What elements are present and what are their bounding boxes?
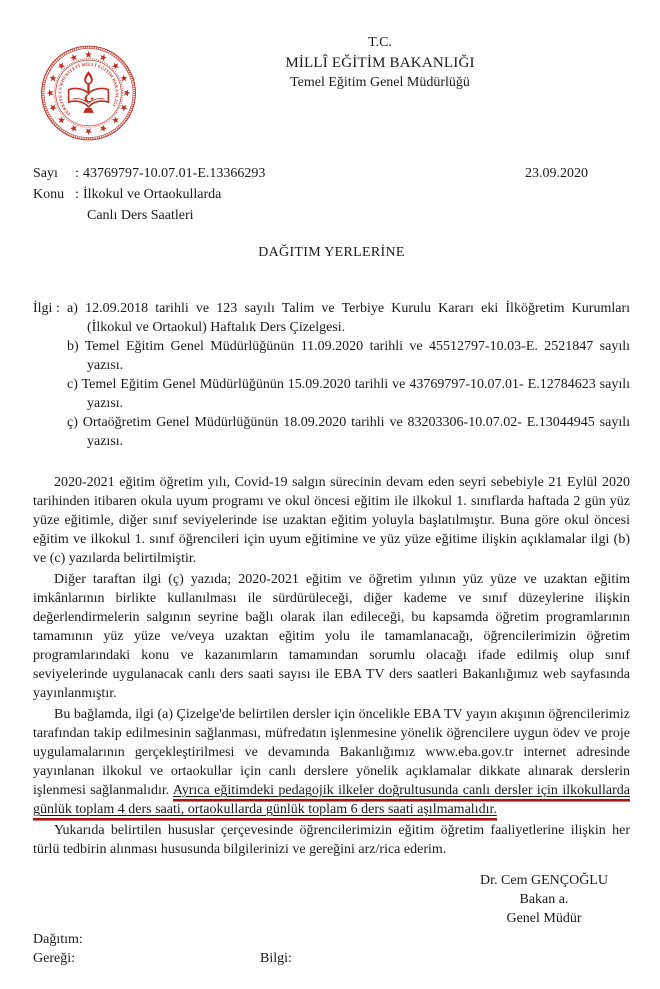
reference-text: Ortaöğretim Genel Müdürlüğünün 18.09.2020 tarihli ve 83203306-10.07.02- E.13044945 sayılı yazısı. [82, 415, 630, 449]
signer-name: Dr. Cem GENÇOĞLU [480, 873, 608, 888]
republic-label: T.C. [368, 35, 392, 50]
references-list [67, 299, 630, 451]
references-section [33, 299, 630, 451]
distribution-label: Dağıtım: [33, 932, 83, 947]
reference-item-b [67, 337, 630, 375]
bilgi-label: Bilgi: [260, 951, 292, 966]
reference-marker: ç) [67, 415, 78, 430]
meb-seal-logo [40, 40, 137, 146]
ministry-name: MİLLÎ EĞİTİM BAKANLIĞI [285, 55, 475, 71]
paragraph-2: Diğer taraftan ilgi (ç) yazıda; 2020-2021 eğitim ve öğretim yılının yüz yüze ve uzaktan eğitim imkânlarının birlikte kullanılması ile sürdürüleceği, diğer kademe ve sınıf düzeylerine ilişkin değerlendirmelerin salgının seyrine bağlı olarak ilan edileceği, bu kapsamda öğretim programlarının tamamının yüz yüze ve/veya uzaktan eğitim yolu ile tamamlanacağı, öğrencilerimizin öğretim programlarındaki konu ve kazanımların tamamından sorumlu olacağı ifade edilmiş olup sınıf seviyelerinde uygulanacak canlı ders saati sayısı ile EBA TV ders saatleri Bakanlığımız web sayfasında yayınlanmıştır. [33, 572, 630, 701]
sayi-label: Sayı [33, 166, 58, 181]
reference-marker: c) [67, 377, 78, 392]
document-date: 23.09.2020 [525, 166, 588, 181]
document-meta [33, 163, 630, 226]
signer-title-1: Bakan a. [519, 892, 569, 907]
konu-label: Konu [33, 187, 65, 202]
konu-value-line2: Canlı Ders Saatleri [87, 208, 194, 223]
konu-colon: : [75, 187, 79, 202]
sayi-colon: : [75, 166, 79, 181]
seal-book-torch-emblem [69, 71, 109, 113]
paragraph-4: Yukarıda belirtilen hususlar çerçevesinde öğrencilerimizin eğitim öğretim faaliyetlerine ilişkin her türlü tedbirin alınması hususunda bilgilerinizi ve gereğini arz/rica ederim. [33, 823, 630, 857]
reference-item-cc [67, 413, 630, 451]
geregi-label: Gereği: [33, 951, 75, 966]
reference-text: 12.09.2018 tarihli ve 123 sayılı Talim ve Terbiye Kurulu Kararı eki İlköğretim Kurumları (İlkokul ve Ortaokul) Haftalık Ders Çizelgesi. [85, 301, 631, 335]
recipient-line: DAĞITIM YERLERİNE [258, 245, 405, 260]
directorate-name: Temel Eğitim Genel Müdürlüğü [290, 75, 470, 90]
paragraph-1: 2020-2021 eğitim öğretim yılı, Covid-19 salgın sürecinin devam eden seyri sebebiyle 21 Eylül 2020 tarihinden itibaren okula uyum programı ve okul öncesi eğitim ile ilkokul 1. sınıflarda haftada 2 gün yüz yüze eğitimle, diğer sınıf seviyelerinde ise uzaktan eğitim yoluyla başlatılmıştır. Buna göre okul öncesi eğitim ve ilkokul 1. sınıf öğrencileri için uyum eğitimine ve yüz yüze eğitime ilişkin açıklamalar ilgi (b) ve (c) yazılarda belirtilmiştir. [33, 475, 630, 566]
references-label: İlgi : [33, 301, 60, 316]
sayi-value: 43769797-10.07.01-E.13366293 [83, 166, 266, 181]
konu-row [33, 184, 630, 205]
paragraph-3-text: Bu bağlamda, ilgi (a) Çizelge'de belirtilen dersler için öncelikle EBA TV yayın akışının öğrencilerimiz tarafından takip edilmesinin sağlanması, müfredatın işlenmesine yönelik öğrencilere uygun ödev ve proje uygulamalarının gerçekleştirilmesi ve devamında Bakanlığımız www.eba.gov.tr internet adresinde yayınlanan ilkokul ve ortaokullar için canlı derslere yönelik açıklamalar dikkate alınarak derslerin işlenmesi sağlanmalıdır. [33, 707, 630, 798]
paragraph-3-underlined-text: Ayrıca eğitimdeki pedagojik ilkeler doğrultusunda canlı dersler için ilkokullarda günlük toplam 4 ders saati, ortaokullarda günlük toplam 6 ders saati aşılmamalıdır. [33, 783, 630, 821]
reference-marker: a) [67, 301, 78, 316]
signer-title-2: Genel Müdür [506, 911, 582, 926]
reference-marker: b) [67, 339, 79, 354]
seal-bottom-dots: · · [86, 123, 91, 128]
distribution-section [33, 930, 630, 968]
reference-text: Temel Eğitim Genel Müdürlüğünün 15.09.2020 tarihli ve 43769797-10.07.01- E.12784623 sayılı yazısı. [81, 377, 630, 411]
reference-item-c [67, 375, 630, 413]
reference-item-a [67, 299, 630, 337]
signature-block [434, 871, 654, 928]
seal-circular-text: TÜRKİYE CUMHURİYETİ MİLLÎ EĞİTİM BAKANLIĞI [57, 61, 120, 117]
konu-value-line1: İlkokul ve Ortaokullarda [83, 187, 222, 202]
paragraph-3 [33, 705, 630, 819]
distribution-columns [33, 949, 630, 968]
reference-text: Temel Eğitim Genel Müdürlüğünün 11.09.2020 tarihli ve 45512797-10.03-E. 2521847 sayılı yazısı. [84, 339, 630, 373]
